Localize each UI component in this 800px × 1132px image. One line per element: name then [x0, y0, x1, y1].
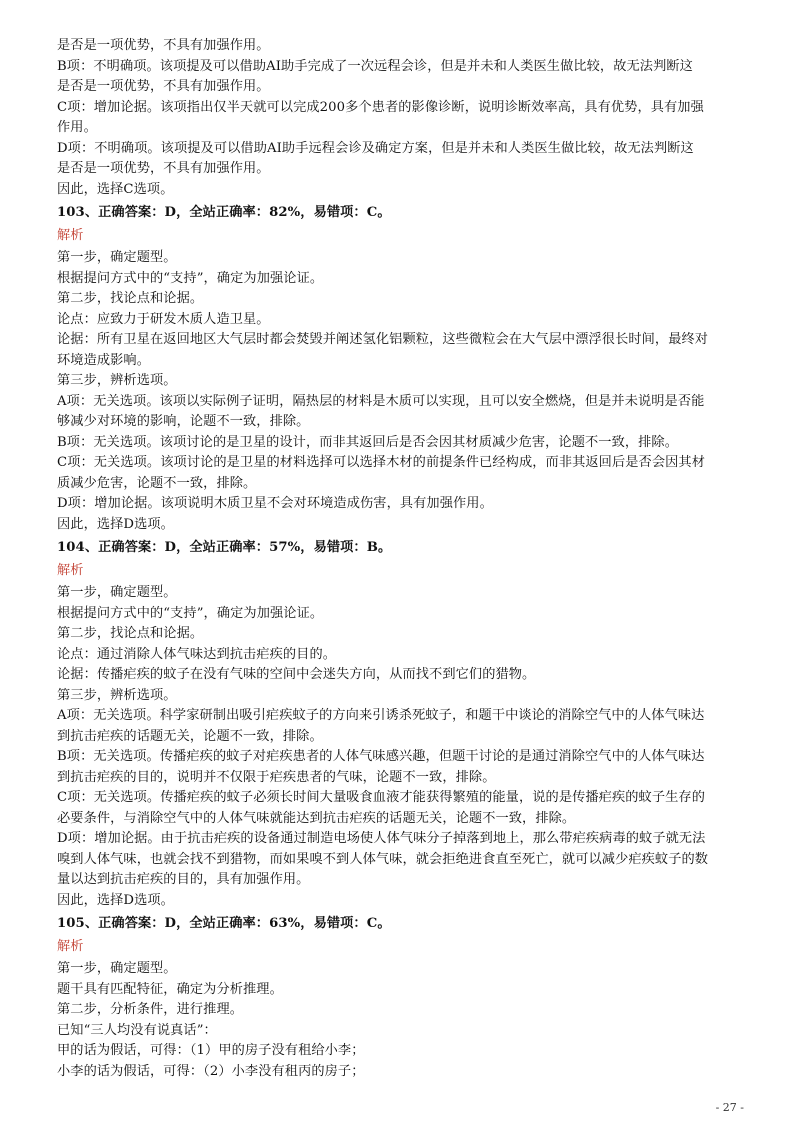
- text-line: C项：增加论据。该项指出仅半天就可以完成200多个患者的影像诊断，说明诊断效率高，具有优势，具有加强: [57, 99, 704, 115]
- text-line: B项：不明确项。该项提及可以借助AI助手完成了一次远程会诊，但是并未和人类医生做比较，故无法判断这: [57, 58, 693, 74]
- answer-heading: 103、正确答案：D，全站正确率：82%，易错项：C。: [57, 205, 391, 220]
- text-line: C项：无关选项。该项讨论的是卫星的材料选择可以选择木材的前提条件已经构成，而非其返回后是否会因其材: [57, 455, 705, 470]
- text-line: 第二步，找论点和论据。: [57, 291, 204, 306]
- text-line: 环境造成影响。: [57, 352, 151, 368]
- text-line: 够减少对环境的影响，论题不一致，排除。: [57, 414, 310, 429]
- analysis-label: 解析: [57, 562, 84, 578]
- text-line: 第一步，确定题型。: [57, 961, 177, 976]
- text-line: 质减少危害，论题不一致，排除。: [57, 475, 257, 491]
- text-line: 第一步，确定题型。: [57, 585, 177, 600]
- text-line: 第三步，辨析选项。: [57, 687, 177, 703]
- text-line: D项：增加论据。由于抗击疟疾的设备通过制造电场使人体气味分子掉落到地上，那么带疟疾病毒的蚊子就无法: [57, 831, 706, 846]
- text-line: 第二步，找论点和论据。: [57, 626, 204, 641]
- analysis-label: 解析: [57, 227, 84, 243]
- text-line: B项：无关选项。该项讨论的是卫星的设计，而非其返回后是否会因其材质减少危害，论题不一致，排除。: [57, 434, 679, 450]
- text-line: 第二步，分析条件，进行推理。: [57, 1002, 244, 1017]
- text-line: 根据提问方式中的“支持”，确定为加强论证。: [57, 270, 324, 286]
- text-line: 因此，选择D选项。: [57, 516, 174, 532]
- text-line: 小李的话为假话，可得：（2）小李没有租丙的房子；: [57, 1063, 365, 1079]
- text-line: 已知“三人均没有说真话”：: [57, 1022, 217, 1038]
- text-line: 论据：传播疟疾的蚊子在没有气味的空间中会迷失方向，从而找不到它们的猎物。: [57, 667, 536, 682]
- text-line: 甲的话为假话，可得：（1）甲的房子没有租给小李；: [57, 1043, 365, 1058]
- text-line: 嗅到人体气味，也就会找不到猎物，而如果嗅不到人体气味，就会拒绝进食直至死亡，就可以减少疟疾蚊子的数: [57, 851, 709, 867]
- text-line: 论点：应致力于研发木质人造卫星。: [57, 311, 270, 327]
- text-line: C项：无关选项。传播疟疾的蚊子必须长时间大量吸食血液才能获得繁殖的能量，说的是传播疟疾的蚊子生存的: [57, 790, 705, 805]
- text-line: 因此，选择C选项。: [57, 181, 174, 197]
- text-line: 论据：所有卫星在返回地区大气层时都会焚毁并阐述氢化铝颗粒，这些微粒会在大气层中漂浮很长时间，最终对: [57, 332, 709, 347]
- page-content: [57, 36, 747, 1082]
- text-line: 必要条件，与消除空气中的人体气味就能达到抗击疟疾的话题无关，论题不一致，排除。: [57, 810, 576, 826]
- text-line: 论点：通过消除人体气味达到抗击疟疾的目的。: [57, 646, 337, 662]
- text-line: 到抗击疟疾的目的，说明并不仅限于疟疾患者的气味，论题不一致，排除。: [57, 769, 496, 785]
- text-line: 到抗击疟疾的话题无关，论题不一致，排除。: [57, 728, 323, 744]
- text-line: 是否是一项优势，不具有加强作用。: [57, 161, 270, 176]
- text-line: 题干具有匹配特征，确定为分析推理。: [57, 981, 283, 997]
- text-line: D项：不明确项。该项提及可以借助AI助手远程会诊及确定方案，但是并未和人类医生做比较，故无法判断这: [57, 140, 694, 156]
- text-line: 作用。: [57, 120, 97, 135]
- text-line: D项：增加论据。该项说明木质卫星不会对环境造成伤害，具有加强作用。: [57, 496, 493, 511]
- text-line: A项：无关选项。科学家研制出吸引疟疾蚊子的方向来引诱杀死蚊子，和题干中谈论的消除空气中的人体气味达: [57, 708, 705, 723]
- text-line: 根据提问方式中的“支持”，确定为加强论证。: [57, 605, 324, 621]
- text-line: A项：无关选项。该项以实际例子证明，隔热层的材料是木质可以实现，且可以安全燃烧，但是并未说明是否能: [57, 393, 705, 409]
- text-line: 第三步，辨析选项。: [57, 373, 177, 388]
- text-line: B项：无关选项。传播疟疾的蚊子对疟疾患者的人体气味感兴趣，但题干讨论的是通过消除空气中的人体气味达: [57, 749, 705, 764]
- answer-heading: 105、正确答案：D，全站正确率：63%，易错项：C。: [57, 916, 391, 931]
- text-line: 因此，选择D选项。: [57, 892, 174, 908]
- analysis-label: 解析: [57, 938, 84, 954]
- text-line: 第一步，确定题型。: [57, 250, 177, 265]
- answer-heading: 104、正确答案：D，全站正确率：57%，易错项：B。: [57, 540, 392, 555]
- page-number: - 27 -: [715, 1101, 744, 1114]
- text-line: 量以达到抗击疟疾的目的，具有加强作用。: [57, 872, 310, 887]
- text-line: 是否是一项优势，不具有加强作用。: [57, 79, 270, 94]
- text-line: 是否是一项优势，不具有加强作用。: [57, 38, 270, 53]
